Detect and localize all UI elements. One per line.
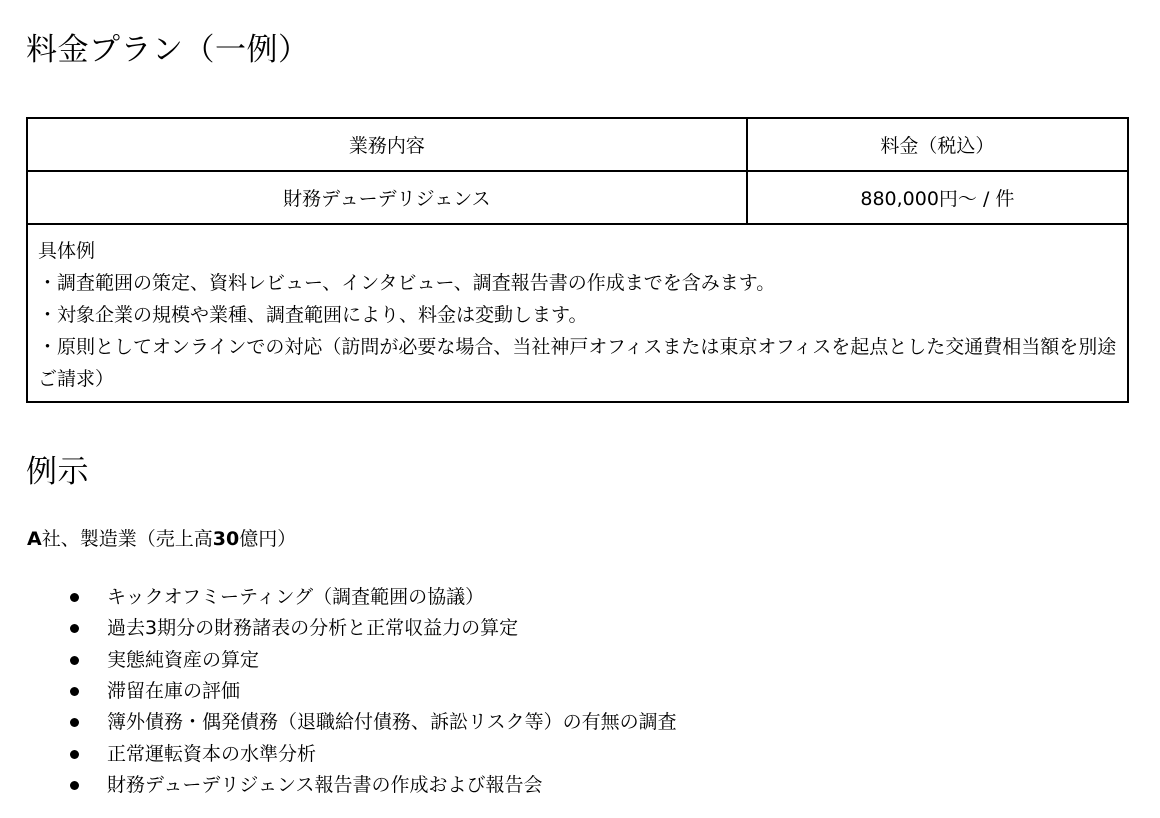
list-item-text: 簿外債務・偶発債務（退職給付債務、訴訟リスク等）の有無の調査 — [107, 711, 677, 734]
bullet-icon — [70, 718, 79, 727]
bullet-icon — [70, 656, 79, 665]
task-list — [60, 582, 677, 801]
company-text-part: 億円） — [239, 528, 297, 550]
price-cell: 880,000円～ / 件 — [747, 171, 1128, 224]
service-name-cell: 財務デューデリジェンス — [27, 171, 747, 224]
company-description — [27, 526, 296, 552]
list-item — [60, 582, 677, 613]
header-price: 料金（税込） — [747, 118, 1128, 171]
list-item — [60, 707, 677, 738]
list-item — [60, 613, 677, 644]
list-item — [60, 770, 677, 801]
list-item-text: 過去3期分の財務諸表の分析と正常収益力の算定 — [107, 617, 519, 640]
bullet-icon — [70, 624, 79, 633]
table-row — [27, 171, 1128, 224]
price-table — [26, 117, 1129, 403]
details-label: 具体例 — [38, 240, 96, 262]
list-item-text: 財務デューデリジェンス報告書の作成および報告会 — [107, 773, 543, 796]
list-item — [60, 738, 677, 769]
list-item-text: 滞留在庫の評価 — [107, 680, 241, 703]
details-cell — [27, 224, 1128, 402]
details-line: ・調査範囲の策定、資料レビュー、インタビュー、調査報告書の作成までを含みます。 — [38, 272, 776, 294]
list-item-text: キックオフミーティング（調査範囲の協議） — [107, 586, 485, 609]
bullet-icon — [70, 687, 79, 696]
list-item-text: 正常運転資本の水準分析 — [107, 742, 317, 765]
details-line: ・対象企業の規模や業種、調査範囲により、料金は変動します。 — [38, 304, 588, 326]
table-header-row — [27, 118, 1128, 171]
bullet-icon — [70, 781, 79, 790]
company-prefix: A — [27, 528, 42, 550]
company-text-part: 社、製造業（売上高 — [41, 528, 213, 550]
plan-section-title: 料金プラン（一例） — [26, 32, 310, 68]
list-item-text: 実態純資産の算定 — [107, 648, 260, 671]
bullet-icon — [70, 750, 79, 759]
list-item — [60, 676, 677, 707]
details-line: ・原則としてオンラインでの対応（訪問が必要な場合、当社神戸オフィスまたは東京オフィスを起点とした交通費相当額を別途ご請求） — [38, 336, 1117, 390]
header-service-content: 業務内容 — [27, 118, 747, 171]
company-revenue-amount: 30 — [212, 528, 240, 550]
list-item — [60, 645, 677, 676]
details-row — [27, 224, 1128, 402]
bullet-icon — [70, 593, 79, 602]
example-section-title: 例示 — [26, 454, 89, 490]
